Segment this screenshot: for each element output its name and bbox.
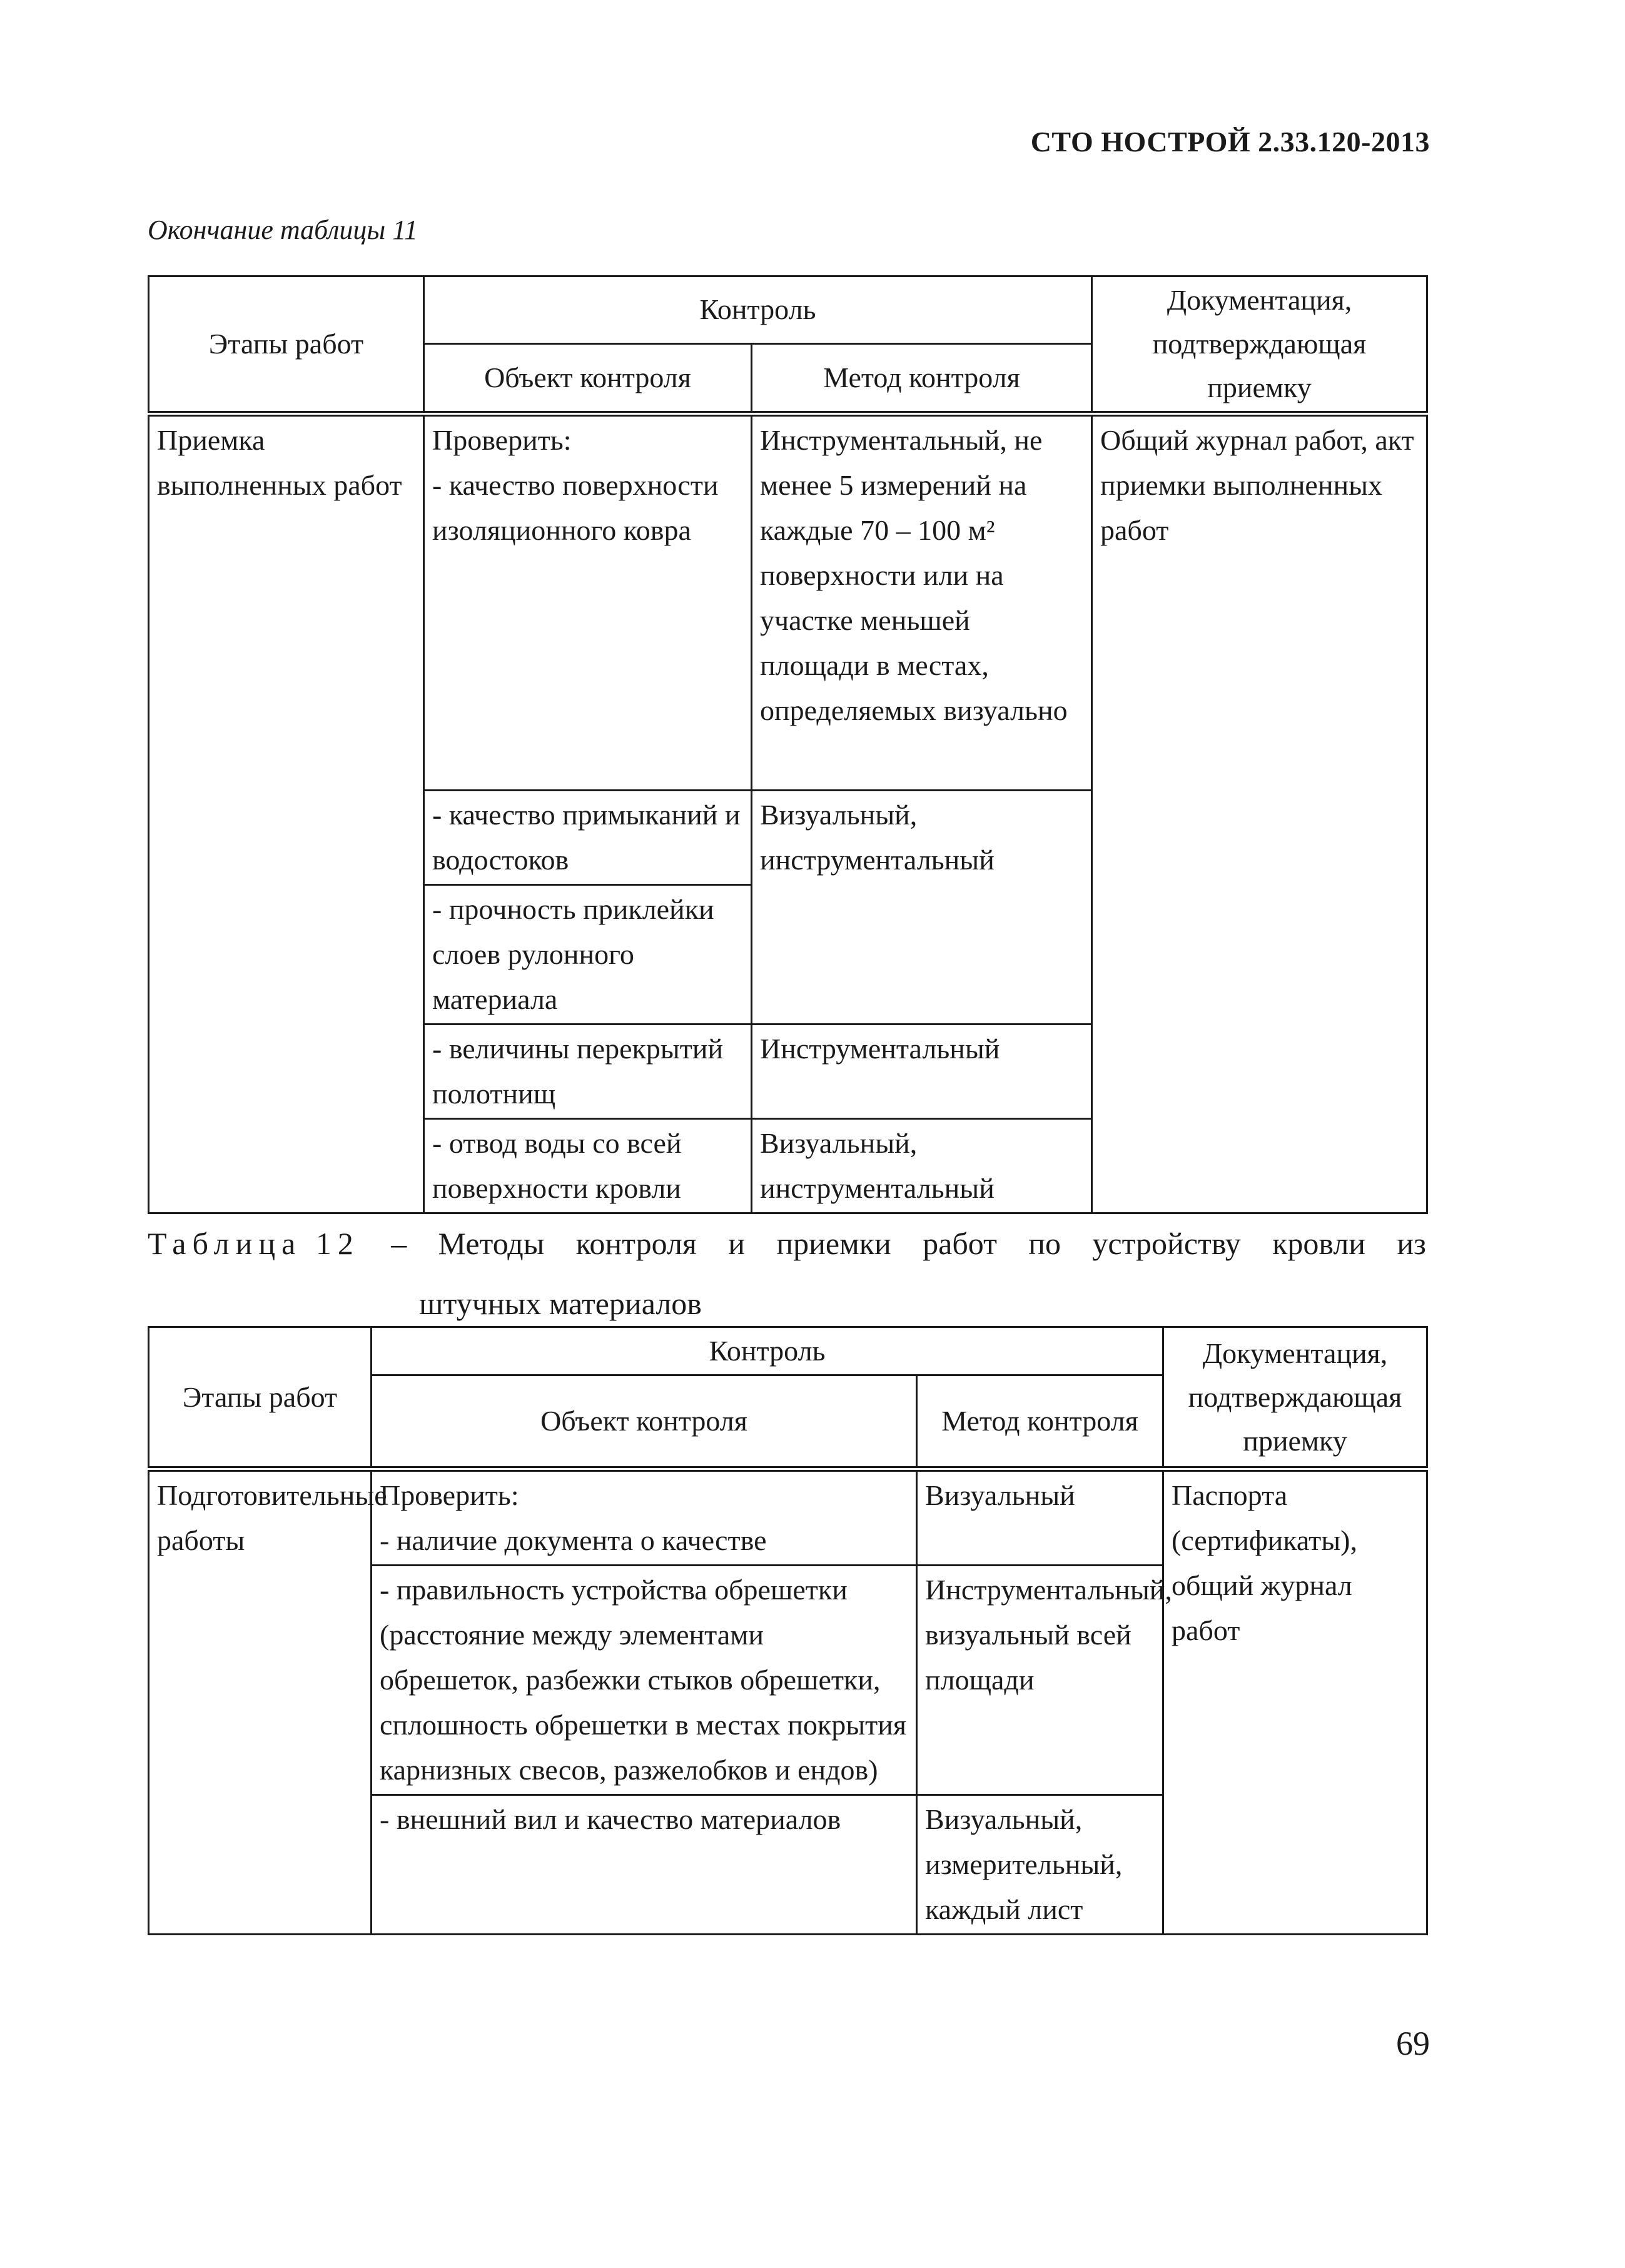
title-word: устройству <box>1092 1226 1241 1261</box>
header-control: Контроль <box>372 1327 1163 1375</box>
method-cell: Визуальный <box>917 1469 1163 1566</box>
object-cell: - правильность устройства обрешетки (расстояние между элементами обрешеток, разбежки стыков обрешетки, сплошность обрешетки в местах покрытия карнизных свесов, разжелобков и ендов) <box>372 1566 917 1795</box>
header-documentation: Документация, подтверждающая приемку <box>1163 1327 1427 1469</box>
object-cell: - величины перекрытий полотнищ <box>424 1025 752 1119</box>
documentation-cell: Общий журнал работ, акт приемки выполненных работ <box>1092 414 1427 1213</box>
header-documentation: Документация, подтверждающая приемку <box>1092 276 1427 414</box>
table-row <box>149 1469 1427 1566</box>
table-11-caption: Окончание таблицы 11 <box>148 215 418 245</box>
title-word: работ <box>923 1226 997 1261</box>
method-cell: Визуальный, измерительный, каждый лист <box>917 1795 1163 1935</box>
header-method: Метод контроля <box>752 343 1092 413</box>
header-stages: Этапы работ <box>149 1327 372 1469</box>
table-header-row <box>149 276 1427 344</box>
object-cell: - прочность приклейки слоев рулонного материала <box>424 885 752 1025</box>
title-word: приемки <box>776 1226 891 1261</box>
table-12 <box>148 1326 1428 1935</box>
method-cell: Визуальный, инструментальный <box>752 1119 1092 1213</box>
title-word: Методы <box>438 1226 545 1261</box>
header-stages: Этапы работ <box>149 276 424 414</box>
title-word: кровли <box>1272 1226 1366 1261</box>
table-12-label: Таблица 12 <box>148 1226 360 1261</box>
documentation-cell: Паспорта (сертификаты), общий журнал работ <box>1163 1469 1427 1935</box>
document-code: СТО НОСТРОЙ 2.33.120-2013 <box>1030 126 1430 158</box>
title-word: и <box>728 1226 746 1261</box>
title-word: по <box>1028 1226 1061 1261</box>
table-header-row <box>149 1327 1427 1375</box>
stage-cell: Подготовительные работы <box>149 1469 372 1935</box>
stage-cell: Приемка выполненных работ <box>149 414 424 1213</box>
header-control: Контроль <box>424 276 1092 344</box>
header-object: Объект контроля <box>424 343 752 413</box>
table-row <box>149 414 1427 791</box>
method-cell: Визуальный, инструментальный <box>752 791 1092 1025</box>
method-cell: Инструментальный, не менее 5 измерений на каждые 70 – 100 м² поверхности или на участке меньшей площади в местах, определяемых визуально <box>752 414 1092 791</box>
method-cell: Инструментальный <box>752 1025 1092 1119</box>
header-method: Метод контроля <box>917 1375 1163 1469</box>
object-cell: - отвод воды со всей поверхности кровли <box>424 1119 752 1213</box>
page-number: 69 <box>1396 2025 1430 2062</box>
object-cell: Проверить: - качество поверхности изоляционного ковра <box>424 414 752 791</box>
object-cell: - внешний вил и качество материалов <box>372 1795 917 1935</box>
table-12-title-line2: штучных материалов <box>419 1286 702 1321</box>
title-word: контроля <box>575 1226 697 1261</box>
title-dash: – <box>391 1226 407 1261</box>
title-word: из <box>1397 1226 1426 1261</box>
table-12-title <box>148 1213 1426 1334</box>
object-cell: - качество примыканий и водостоков <box>424 791 752 885</box>
header-object: Объект контроля <box>372 1375 917 1469</box>
object-cell: Проверить: - наличие документа о качестве <box>372 1469 917 1566</box>
table-11 <box>148 275 1428 1214</box>
method-cell: Инструментальный, визуальный всей площади <box>917 1566 1163 1795</box>
